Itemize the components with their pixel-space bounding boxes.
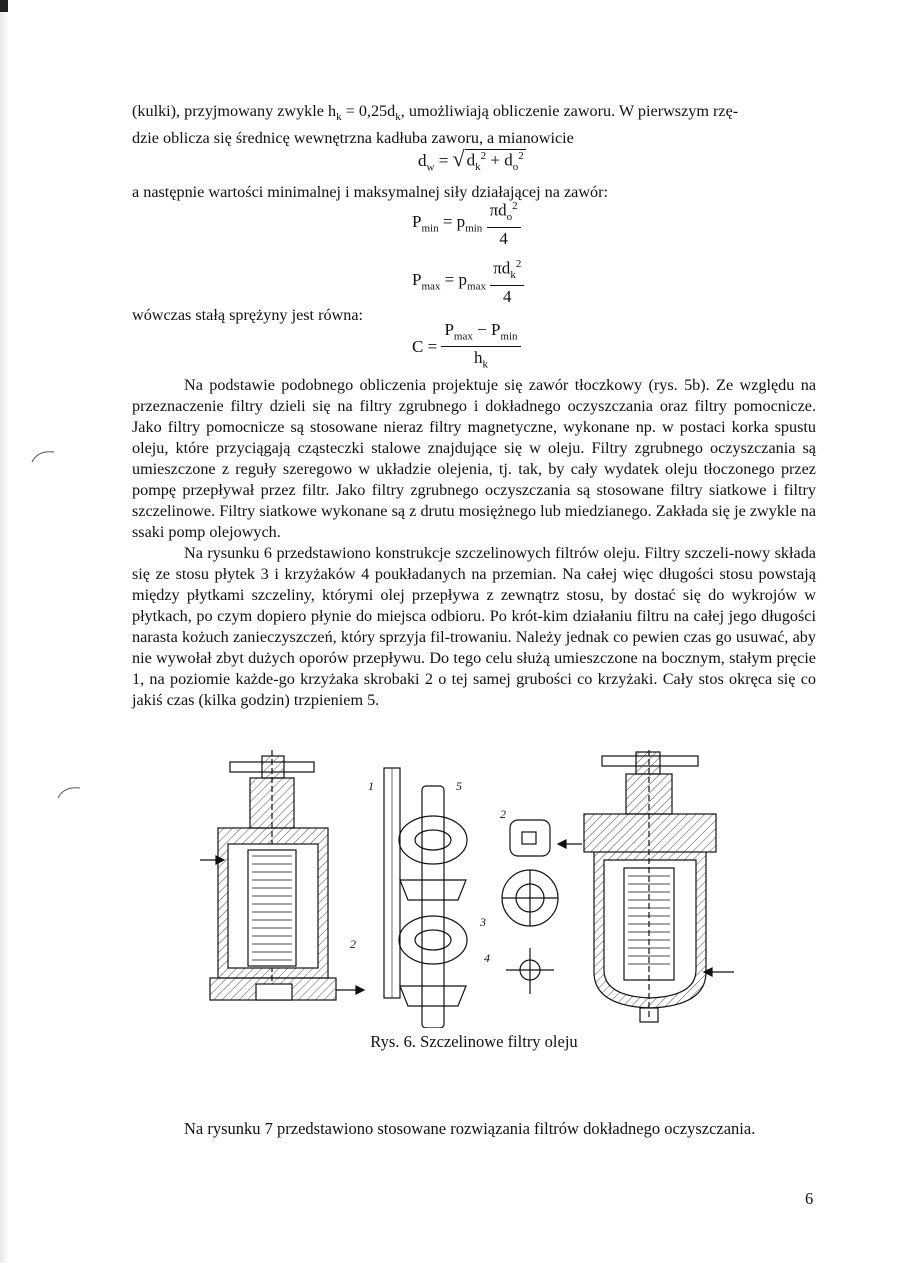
label-1: 1: [368, 779, 374, 793]
label-3: 3: [480, 915, 486, 929]
figure-slot-filters: [200, 750, 750, 1028]
page-number: 6: [805, 1189, 814, 1208]
figure-caption: Rys. 6. Szczelinowe filtry oleju: [370, 1032, 578, 1051]
equation-pmin: $P_{min} = p_{min}$ $\frac{\pi d_o^2}{4}$: [412, 196, 521, 250]
label-2-left: 2: [350, 937, 356, 951]
closing-text: Na rysunku 7 przedstawiono stosowane rozwiązania filtrów dokładnego oczyszczania.: [184, 1119, 756, 1138]
text-after-eq1: a następnie wartości minimalnej i maksymalnej siły działającej na zawór:: [132, 183, 609, 201]
right-filter-drawing: [558, 750, 734, 1022]
equation-c: C = $\frac{P_{max} - P_{min}}{h_k}$: [412, 320, 521, 376]
body-text: [132, 375, 816, 711]
left-filter-drawing: [200, 750, 364, 1000]
paragraph-filters: Na podstawie podobnego obliczenia projektuje się zawór tłoczkowy (rys. 5b). Ze względu na przeznaczenie filtry dzieli się na filtry zgrubnego i dokładnego oczyszczania oraz filtry pomocnicze. Jako filtry pomocnicze są stosowane nieraz filtry magnetyczne, wykonane np. w postaci korka spustu oleju, które przyciągają cząsteczki stalowe znajdujące się w oleju. Filtry zgrubnego oczyszczania są umieszczone z reguły szeregowo w układzie olejenia, tj. tak, by cały wydatek oleju tłoczonego przez pompę przepływał przez filtr. Jako filtry zgrubnego oczyszczania są stosowane filtry siatkowe i filtry szczelinowe. Filtry siatkowe wykonane są z drutu mosiężnego lub miedzianego. Zakłada się je zwykle na ssaki pomp olejowych.: [132, 376, 816, 541]
label-4: 4: [484, 951, 490, 965]
label-2-scraper: 2: [500, 807, 506, 821]
label-5: 5: [456, 779, 462, 793]
scan-corner-mark: [0, 0, 8, 12]
center-parts-drawing: [384, 768, 558, 1028]
paragraph-figure6: Na rysunku 6 przedstawiono konstrukcje szczelinowych filtrów oleju. Filtry szczeli-nowy składa się ze stosu płytek 3 i krzyżaków 4 poukładanych na przemian. Na całej więc długości stosu powstają między płytkami szczeliny, którymi olej przepływa z zewnątrz stosu, by dostać się do wykrojów w płytkach, po czym dopiero płynie do miejsca odbioru. Po krót-kim działaniu filtru na całej jego długości narasta kożuch zanieczyszczeń, który sprzyja fil-trowaniu. Należy jednak co pewien czas go usuwać, aby nie wywołał zbyt dużych oporów przepływu. Do tego celu służą umieszczone na bocznym, stałym pręcie 1, na poziomie każde-go krzyżaka skrobaki 2 o tej samej grubości co krzyżaki. Cały stos okręca się co jakiś czas (kilka godzin) trzpieniem 5.: [132, 544, 816, 709]
scan-edge: [0, 0, 9, 1263]
spring-text: wówczas stałą sprężyny jest równa:: [132, 306, 364, 324]
equation-pmax: $P_{max} = p_{max}$ $\frac{\pi d_k^2}{4}$: [412, 254, 524, 308]
margin-pencil-mark: [30, 448, 56, 464]
margin-pencil-mark: [56, 784, 82, 800]
equation-dw: $d_w$ = √ $d_k^2 + d_o^2$: [418, 146, 524, 174]
intro-text: (kulki), przyjmowany zwykle $h_k = 0,25d_k$, umożliwiają obliczenie zaworu. W pierwszym rzę- dzie oblicza się średnicę wewnętrzna kadłuba zaworu, a mianowicie: [132, 102, 739, 148]
